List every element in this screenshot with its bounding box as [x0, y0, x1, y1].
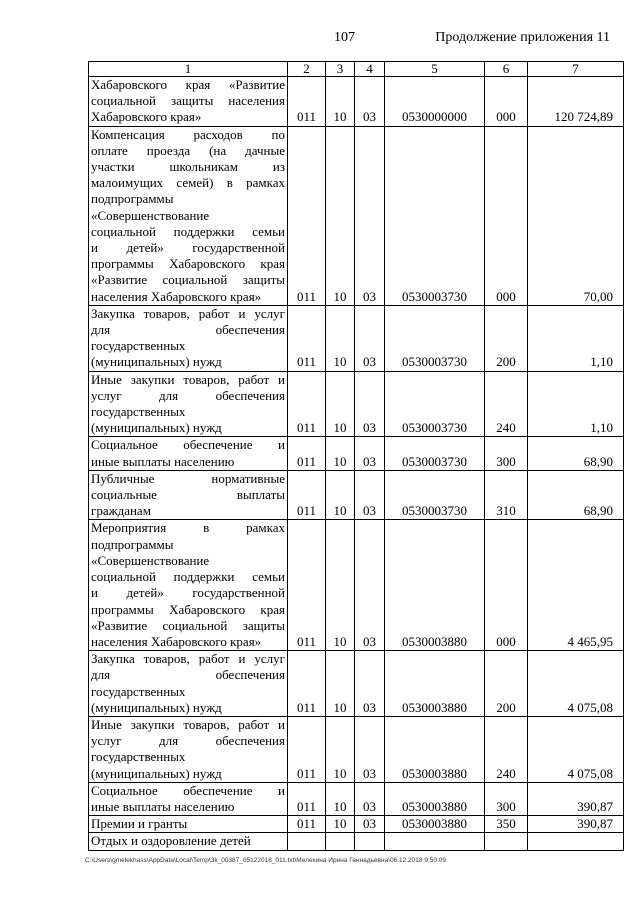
description-cell: [89, 470, 288, 520]
description-line: государственных: [91, 683, 186, 699]
description-cell: [89, 305, 288, 371]
column-header: 7: [528, 62, 624, 77]
subsection-code-cell: 03: [355, 126, 385, 305]
description-line: социальной защиты населения: [91, 93, 285, 109]
amount-cell: 4 075,08: [528, 716, 624, 782]
amount-cell: 4 465,95: [528, 520, 624, 651]
section-code-cell: 10: [326, 816, 355, 833]
description-line: программы Хабаровского края: [91, 601, 285, 617]
expense-type-cell: 310: [485, 470, 528, 520]
description-cell: [89, 126, 288, 305]
description-cell: [89, 651, 288, 717]
ministry-code-cell: 011: [288, 77, 326, 127]
amount-cell: 70,00: [528, 126, 624, 305]
expense-type-cell: 200: [485, 305, 528, 371]
expense-type-cell: 000: [485, 126, 528, 305]
section-code-cell: 10: [326, 520, 355, 651]
description-line: Компенсация расходов по: [91, 126, 285, 142]
description-line: социальной поддержки семьи: [91, 223, 285, 239]
description-line: (муниципальных) нужд: [91, 765, 222, 781]
table-row: [89, 470, 624, 520]
description-line: (муниципальных) нужд: [91, 699, 222, 715]
description-line: Мероприятия в рамках: [91, 520, 285, 536]
description-line: «Развитие социальной защиты: [91, 617, 285, 633]
description-line: услуг для обеспечения: [91, 387, 285, 403]
section-code-cell: 10: [326, 716, 355, 782]
description-line: социальные выплаты: [91, 487, 285, 503]
target-article-cell: 0530003730: [385, 371, 485, 437]
description-line: Социальное обеспечение и: [91, 437, 285, 453]
table-row: [89, 305, 624, 371]
amount-cell: 1,10: [528, 371, 624, 437]
description-line: «Развитие социальной защиты: [91, 272, 285, 288]
ministry-code-cell: 011: [288, 651, 326, 717]
appendix-continuation-note: Продолжение приложения 11: [435, 30, 610, 45]
description-line: подпрограммы: [91, 536, 174, 552]
amount-cell: 68,90: [528, 437, 624, 470]
description-cell: [89, 437, 288, 470]
expense-type-cell: 350: [485, 816, 528, 833]
table-row: [89, 782, 624, 815]
column-header: 5: [385, 62, 485, 77]
expense-type-cell: 200: [485, 651, 528, 717]
section-code-cell: 10: [326, 437, 355, 470]
description-line: для обеспечения: [91, 322, 285, 338]
subsection-code-cell: 03: [355, 782, 385, 815]
target-article-cell: 0530003880: [385, 716, 485, 782]
column-header: 3: [326, 62, 355, 77]
target-article-cell: 0530003730: [385, 305, 485, 371]
description-line: Иные закупки товаров, работ и: [91, 371, 285, 387]
column-header: 2: [288, 62, 326, 77]
description-line: и детей» государственной: [91, 585, 285, 601]
subsection-code-cell: 03: [355, 77, 385, 127]
description-line: оплате проезда (на дачные: [91, 142, 285, 158]
description-cell: [89, 816, 288, 833]
section-code-cell: [326, 833, 355, 850]
description-cell: [89, 371, 288, 437]
target-article-cell: 0530003730: [385, 437, 485, 470]
section-code-cell: 10: [326, 371, 355, 437]
description-line: населения Хабаровского края»: [91, 633, 262, 649]
expense-type-cell: 000: [485, 520, 528, 651]
ministry-code-cell: 011: [288, 305, 326, 371]
subsection-code-cell: 03: [355, 716, 385, 782]
description-line: участки школьникам из: [91, 159, 285, 175]
target-article-cell: 0530003880: [385, 651, 485, 717]
description-line: Хабаровского края «Развитие: [91, 77, 285, 92]
amount-cell: 120 724,89: [528, 77, 624, 127]
ministry-code-cell: 011: [288, 371, 326, 437]
description-line: государственных: [91, 749, 186, 765]
column-header: 4: [355, 62, 385, 77]
description-line: Социальное обеспечение и: [91, 782, 285, 798]
ministry-code-cell: 011: [288, 716, 326, 782]
table-row: [89, 77, 624, 127]
description-line: (муниципальных) нужд: [91, 354, 222, 370]
description-line: Иные закупки товаров, работ и: [91, 716, 285, 732]
table-row: [89, 833, 624, 850]
budget-table: [88, 61, 624, 851]
expense-type-cell: 240: [485, 371, 528, 437]
subsection-code-cell: 03: [355, 470, 385, 520]
target-article-cell: [385, 833, 485, 850]
description-line: программы Хабаровского края: [91, 256, 285, 272]
target-article-cell: 0530003730: [385, 126, 485, 305]
subsection-code-cell: 03: [355, 816, 385, 833]
description-cell: [89, 520, 288, 651]
section-code-cell: 10: [326, 126, 355, 305]
table-row: [89, 126, 624, 305]
description-cell: [89, 77, 288, 127]
column-header: 6: [485, 62, 528, 77]
subsection-code-cell: 03: [355, 371, 385, 437]
ministry-code-cell: 011: [288, 126, 326, 305]
description-line: услуг для обеспечения: [91, 733, 285, 749]
ministry-code-cell: 011: [288, 437, 326, 470]
description-line: подпрограммы: [91, 191, 174, 207]
description-line: «Совершенствование: [91, 552, 210, 568]
section-code-cell: 10: [326, 782, 355, 815]
amount-cell: [528, 833, 624, 850]
table-header-row: [89, 62, 624, 77]
ministry-code-cell: [288, 833, 326, 850]
expense-type-cell: 240: [485, 716, 528, 782]
subsection-code-cell: 03: [355, 305, 385, 371]
subsection-code-cell: 03: [355, 437, 385, 470]
description-line: Премии и гранты: [91, 816, 188, 832]
column-header: 1: [89, 62, 288, 77]
file-path-footer: C:\Users\gmelekhass\AppData\Local\Temp\3k_00387_05122018_011.txt\Мелехина Ирина Геннадьевна\06.12.2018 9:50:09: [85, 857, 447, 864]
description-line: для обеспечения: [91, 667, 285, 683]
target-article-cell: 0530003880: [385, 816, 485, 833]
target-article-cell: 0530003880: [385, 782, 485, 815]
target-article-cell: 0530003730: [385, 470, 485, 520]
table-row: [89, 716, 624, 782]
description-line: и детей» государственной: [91, 240, 285, 256]
ministry-code-cell: 011: [288, 782, 326, 815]
section-code-cell: 10: [326, 77, 355, 127]
description-line: Закупка товаров, работ и услуг: [91, 651, 285, 667]
description-line: малоимущих семей) в рамках: [91, 175, 285, 191]
subsection-code-cell: 03: [355, 651, 385, 717]
description-line: (муниципальных) нужд: [91, 420, 222, 436]
table-row: [89, 816, 624, 833]
subsection-code-cell: 03: [355, 520, 385, 651]
description-line: Публичные нормативные: [91, 470, 285, 486]
description-line: «Совершенствование: [91, 207, 210, 223]
table-row: [89, 520, 624, 651]
description-line: иные выплаты населению: [91, 453, 235, 469]
description-cell: [89, 716, 288, 782]
amount-cell: 1,10: [528, 305, 624, 371]
amount-cell: 68,90: [528, 470, 624, 520]
section-code-cell: 10: [326, 305, 355, 371]
expense-type-cell: [485, 833, 528, 850]
ministry-code-cell: 011: [288, 816, 326, 833]
expense-type-cell: 300: [485, 782, 528, 815]
section-code-cell: 10: [326, 470, 355, 520]
description-line: населения Хабаровского края»: [91, 288, 262, 304]
table-row: [89, 371, 624, 437]
description-line: гражданам: [91, 503, 151, 519]
ministry-code-cell: 011: [288, 470, 326, 520]
amount-cell: 4 075,08: [528, 651, 624, 717]
expense-type-cell: 300: [485, 437, 528, 470]
description-line: иные выплаты населению: [91, 798, 235, 814]
table-body: [89, 62, 624, 851]
description-line: Отдых и оздоровление детей: [91, 833, 251, 849]
table-row: [89, 437, 624, 470]
target-article-cell: 0530000000: [385, 77, 485, 127]
section-code-cell: 10: [326, 651, 355, 717]
ministry-code-cell: 011: [288, 520, 326, 651]
description-cell: [89, 782, 288, 815]
amount-cell: 390,87: [528, 816, 624, 833]
description-line: государственных: [91, 338, 186, 354]
description-line: государственных: [91, 404, 186, 420]
description-line: Закупка товаров, работ и услуг: [91, 305, 285, 321]
page-number: 107: [334, 30, 355, 45]
description-line: Хабаровского края»: [91, 109, 202, 125]
expense-type-cell: 000: [485, 77, 528, 127]
description-line: социальной поддержки семьи: [91, 569, 285, 585]
amount-cell: 390,87: [528, 782, 624, 815]
target-article-cell: 0530003880: [385, 520, 485, 651]
table-row: [89, 651, 624, 717]
description-cell: [89, 833, 288, 850]
subsection-code-cell: [355, 833, 385, 850]
